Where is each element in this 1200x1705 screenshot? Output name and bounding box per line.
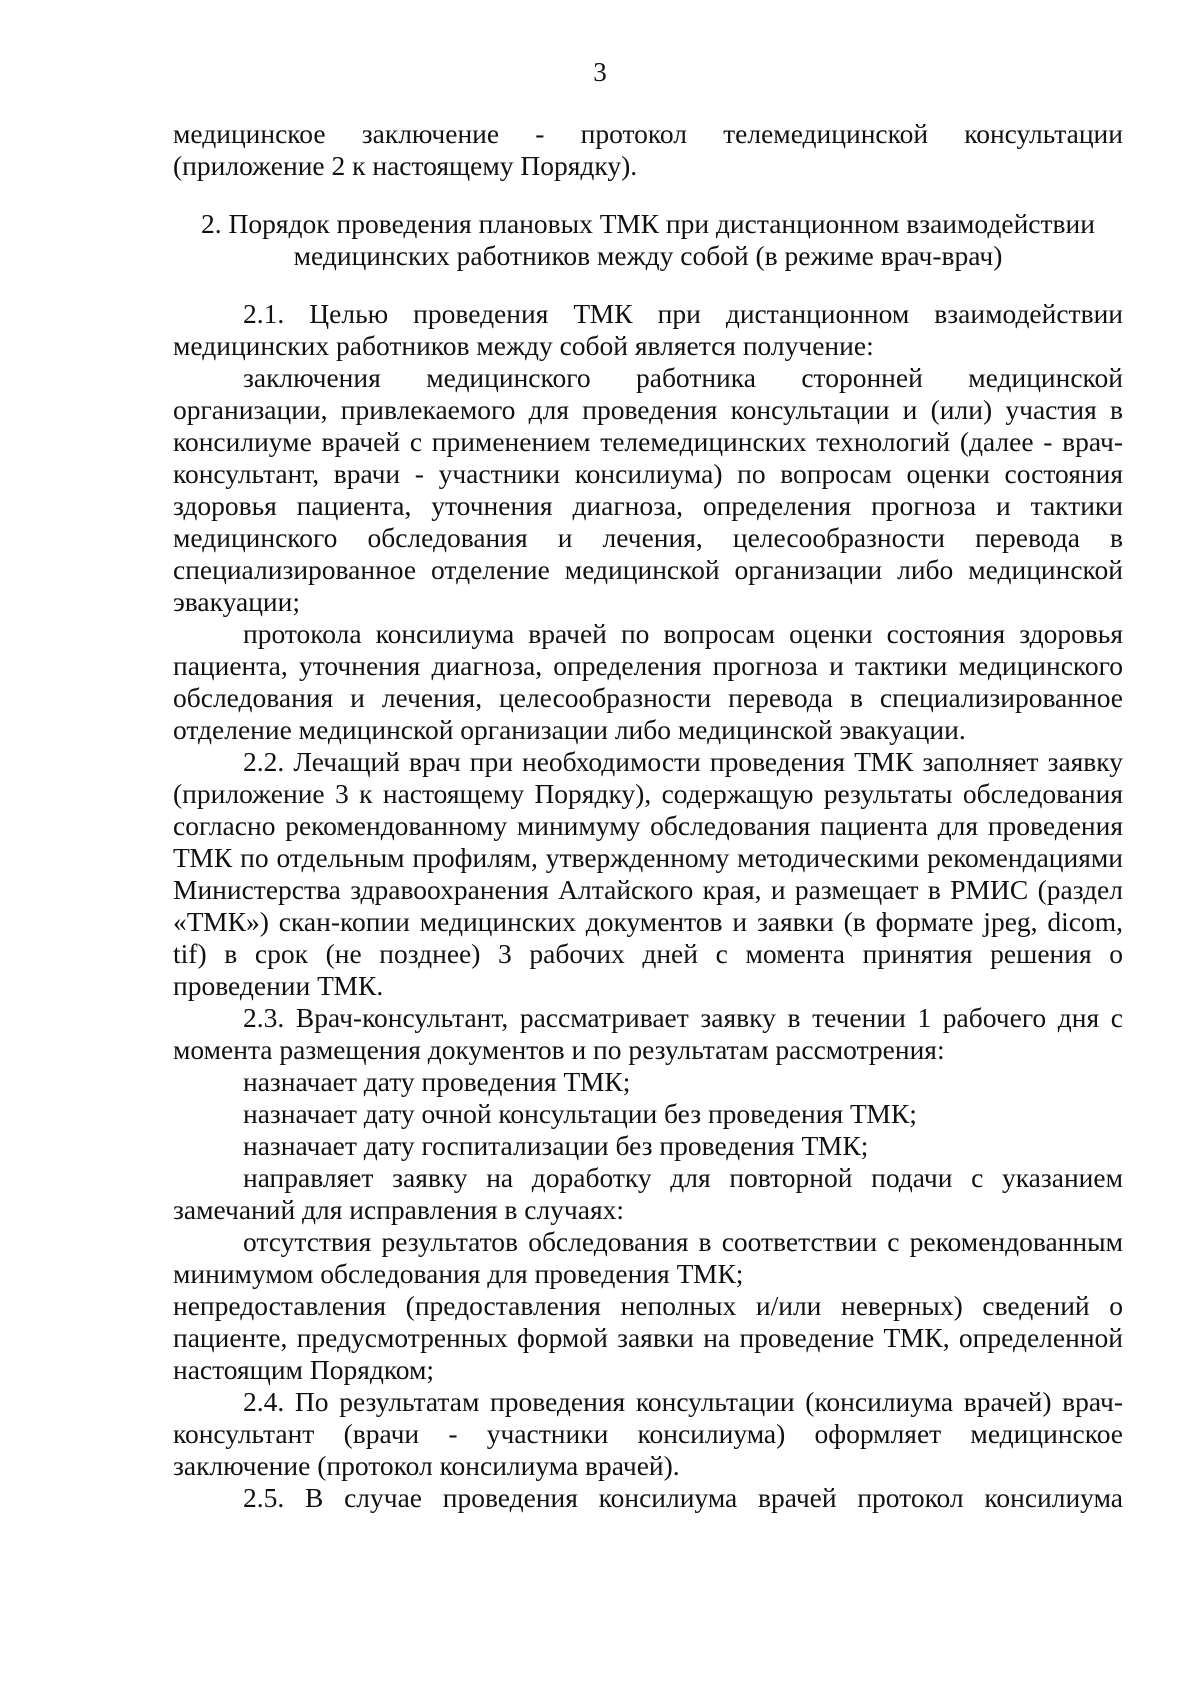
paragraph-2-3: 2.3. Врач-консультант, рассматривает заявку в течении 1 рабочего дня с момента размещения документов и по результатам рассмотрения: — [173, 1002, 1123, 1065]
list-item-return-for-revision: направляет заявку на доработку для повторной подачи с указанием замечаний для исправления в случаях: — [173, 1162, 1123, 1225]
list-item-assign-in-person-date: назначает дату очной консультации без проведения ТМК; — [243, 1098, 917, 1129]
document-body — [173, 118, 1123, 1514]
page-number: 3 — [593, 57, 607, 87]
list-item-assign-hospitalization-date: назначает дату госпитализации без проведения ТМК; — [243, 1130, 869, 1161]
sub-item-missing-results: отсутствия результатов обследования в соответствии с рекомендованным минимумом обследования для проведения ТМК; — [173, 1226, 1123, 1289]
section-heading-2: 2. Порядок проведения плановых ТМК при дистанционном взаимодействии медицинских работников между собой (в режиме врач-врач) — [201, 208, 1095, 271]
paragraph-2-5: 2.5. В случае проведения консилиума врачей протокол консилиума — [243, 1482, 1123, 1513]
sub-item-missing-info: непредоставления (предоставления неполных и/или неверных) сведений о пациенте, предусмотренных формой заявки на проведение ТМК, определенной настоящим Порядком; — [173, 1290, 1123, 1385]
paragraph-2-1-item-conclusion: заключения медицинского работника сторонней медицинской организации, привлекаемого для проведения консультации и (или) участия в консилиуме врачей с применением телемедицинских технологий (далее - врач-консультант, врачи - участники консилиума) по вопросам оценки состояния здоровья пациента, уточнения диагноза, определения прогноза и тактики медицинского обследования и лечения, целесообразности перевода в специализированное отделение медицинской организации либо медицинской эвакуации; — [173, 362, 1123, 617]
list-item-assign-tmk-date: назначает дату проведения ТМК; — [243, 1066, 631, 1097]
paragraph-2-1: 2.1. Целью проведения ТМК при дистанционном взаимодействии медицинских работников между собой является получение: — [173, 298, 1123, 361]
paragraph-2-2: 2.2. Лечащий врач при необходимости проведения ТМК заполняет заявку (приложение 3 к настоящему Порядку), содержащую результаты обследования согласно рекомендованному минимуму обследования пациента для проведения ТМК по отдельным профилям, утвержденному методическими рекомендациями Министерства здравоохранения Алтайского края, и размещает в РМИС (раздел «ТМК») скан-копии медицинских документов и заявки (в формате jpeg, dicom, tif) в срок (не позднее) 3 рабочих дней с момента принятия решения о проведении ТМК. — [173, 746, 1123, 1001]
paragraph-2-1-item-protocol: протокола консилиума врачей по вопросам оценки состояния здоровья пациента, уточнения диагноза, определения прогноза и тактики медицинского обследования и лечения, целесообразности перевода в специализированное отделение медицинской организации либо медицинской эвакуации. — [173, 618, 1123, 745]
paragraph-2-4: 2.4. По результатам проведения консультации (консилиума врачей) врач-консультант (врачи - участники консилиума) оформляет медицинское заключение (протокол консилиума врачей). — [173, 1386, 1123, 1481]
paragraph-conclusion-definition: медицинское заключение - протокол телемедицинской консультации (приложение 2 к настоящему Порядку). — [173, 118, 1123, 181]
